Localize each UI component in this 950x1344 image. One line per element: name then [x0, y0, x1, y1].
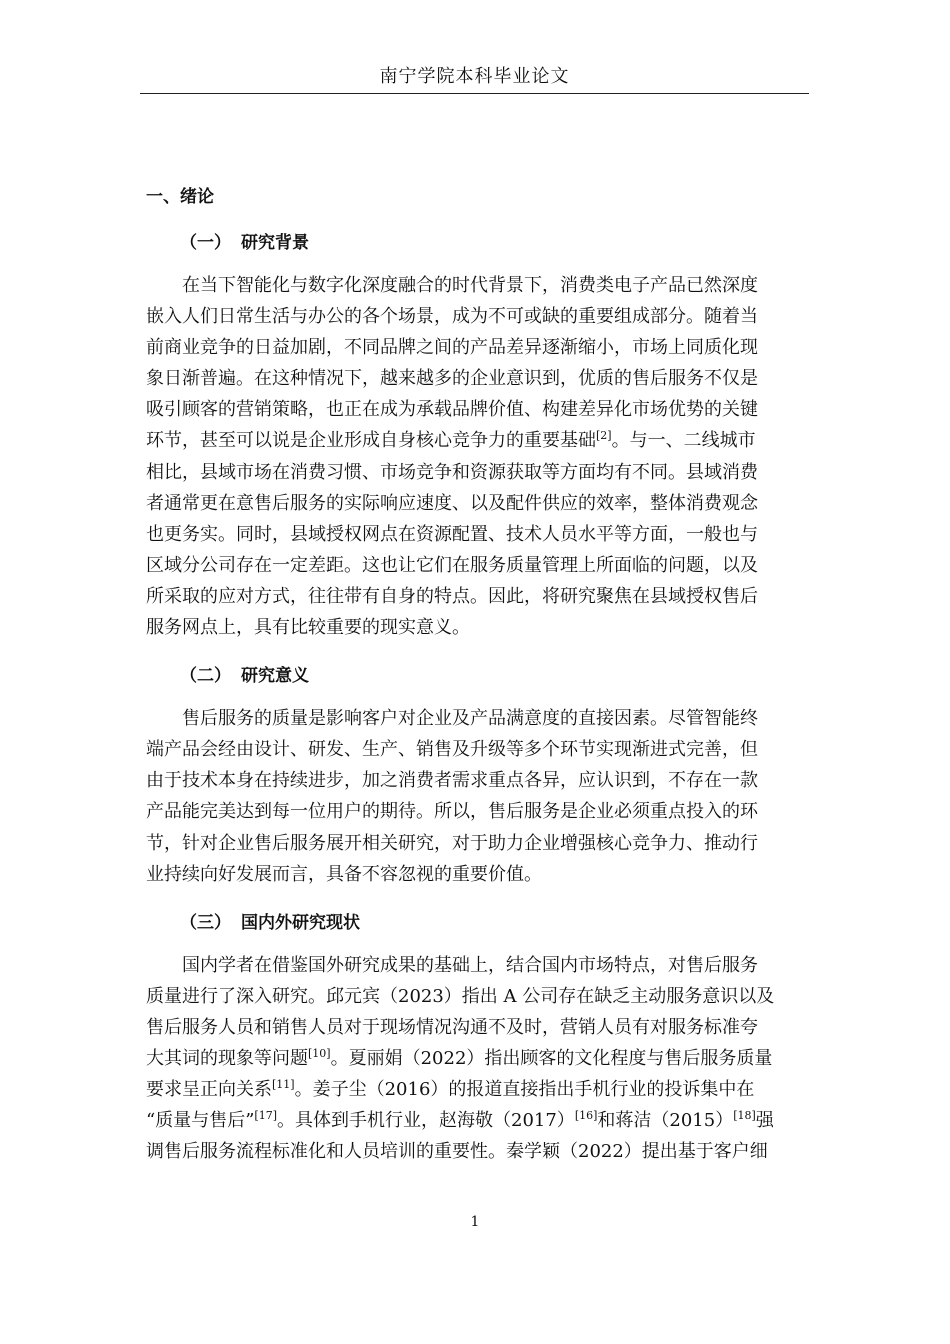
- text-line: 相比，县域市场在消费习惯、市场竞争和资源获取等方面均有不同。县域消费: [146, 461, 758, 483]
- text-line: 由于技术本身在持续进步，加之消费者需求重点各异，应认识到，不存在一款: [146, 770, 758, 792]
- text-line: [146, 1074, 810, 1105]
- text-line: 产品能完美达到每一位用户的期待。所以，售后服务是企业必须重点投入的环: [146, 801, 758, 823]
- subsection-number: （三）: [180, 912, 231, 933]
- text-line: 调售后服务流程标准化和人员培训的重要性。秦学颖（2022）提出基于客户细: [146, 1141, 768, 1163]
- header-divider: [140, 93, 809, 94]
- text-line: 质量进行了深入研究。邱元宾（2023）指出 A 公司存在缺乏主动服务意识以及: [146, 985, 775, 1007]
- text-line: 节，针对企业售后服务展开相关研究，对于助力企业增强核心竞争力、推动行: [146, 832, 758, 854]
- page-header-title: 南宁学院本科毕业论文: [379, 66, 570, 87]
- text-line: 售后服务人员和销售人员对于现场情况沟通不及时，营销人员有对服务标准夸: [146, 1016, 758, 1038]
- text-line: 嵌入人们日常生活与办公的各个场景，成为不可或缺的重要组成部分。随着当: [146, 306, 758, 328]
- text-line: 前商业竞争的日益加剧，不同品牌之间的产品差异逐渐缩小，市场上同质化现: [146, 337, 758, 359]
- subsection-heading-significance: [180, 661, 810, 691]
- subsection-title: 研究意义: [241, 666, 309, 687]
- page-number: 1: [470, 1214, 480, 1230]
- citation: [11]: [272, 1078, 295, 1092]
- subsection-number: （二）: [180, 666, 231, 687]
- citation: [10]: [308, 1046, 331, 1060]
- text-segment: 和蒋洁（2015）: [597, 1110, 734, 1132]
- text-segment: 要求呈正向关系: [146, 1079, 272, 1101]
- citation: [2]: [596, 429, 612, 443]
- text-line: 售后服务的质量是影响客户对企业及产品满意度的直接因素。尽管智能终: [182, 708, 758, 730]
- text-segment: 强: [755, 1110, 774, 1132]
- text-line: 所采取的应对方式，往往带有自身的特点。因此，将研究聚焦在县域授权售后: [146, 585, 758, 607]
- text-segment: 。与一、二线城市: [611, 430, 756, 452]
- subsection-heading-literature: [180, 908, 810, 938]
- paragraph-literature: [146, 950, 810, 1168]
- text-line: 业持续向好发展而言，具备不容忽视的重要价值。: [146, 863, 542, 885]
- citation: [18]: [733, 1109, 756, 1123]
- text-line: 端产品会经由设计、研发、生产、销售及升级等多个环节实现渐进式完善，但: [146, 739, 758, 761]
- text-line: 服务网点上，具有比较重要的现实意义。: [146, 617, 470, 639]
- text-line: 区域分公司存在一定差距。这也让它们在服务质量管理上所面临的问题，以及: [146, 554, 758, 576]
- text-line: 也更务实。同时，县域授权网点在资源配置、技术人员水平等方面，一般也与: [146, 523, 758, 545]
- text-segment: “质量与售后”: [146, 1110, 255, 1132]
- section-heading: 一、绪论: [146, 187, 214, 207]
- text-line: 在当下智能化与数字化深度融合的时代背景下，消费类电子产品已然深度: [182, 275, 758, 296]
- subsection-title: 研究背景: [241, 233, 309, 253]
- text-line: [146, 425, 810, 456]
- paragraph-significance: [146, 703, 810, 890]
- subsection-heading-background: [180, 228, 810, 258]
- text-segment: 。夏丽娟（2022）指出顾客的文化程度与售后服务质量: [330, 1047, 773, 1069]
- text-segment: 大其词的现象等问题: [146, 1047, 308, 1069]
- subsection-number: （一）: [180, 233, 231, 253]
- text-line: 象日渐普遍。在这种情况下，越来越多的企业意识到，优质的售后服务不仅是: [146, 368, 758, 390]
- paragraph-background: [146, 270, 810, 643]
- text-segment: 环节，甚至可以说是企业形成自身核心竞争力的重要基础: [146, 430, 596, 452]
- citation: [17]: [254, 1109, 277, 1123]
- text-line: 吸引顾客的营销策略，也正在成为承载品牌价值、构建差异化市场优势的关键: [146, 399, 758, 421]
- citation: [16]: [574, 1109, 598, 1123]
- text-segment: 。姜子尘（2016）的报道直接指出手机行业的投诉集中在: [294, 1079, 755, 1101]
- text-line: 者通常更在意售后服务的实际响应速度、以及配件供应的效率，整体消费观念: [146, 492, 758, 514]
- text-segment: 。具体到手机行业，赵海敬（2017）: [277, 1110, 575, 1132]
- text-line: [146, 1043, 810, 1074]
- text-line: 国内学者在借鉴国外研究成果的基础上，结合国内市场特点，对售后服务: [182, 954, 758, 976]
- page-body: [146, 184, 810, 1185]
- subsection-title: 国内外研究现状: [241, 912, 360, 933]
- text-line: [146, 1105, 810, 1136]
